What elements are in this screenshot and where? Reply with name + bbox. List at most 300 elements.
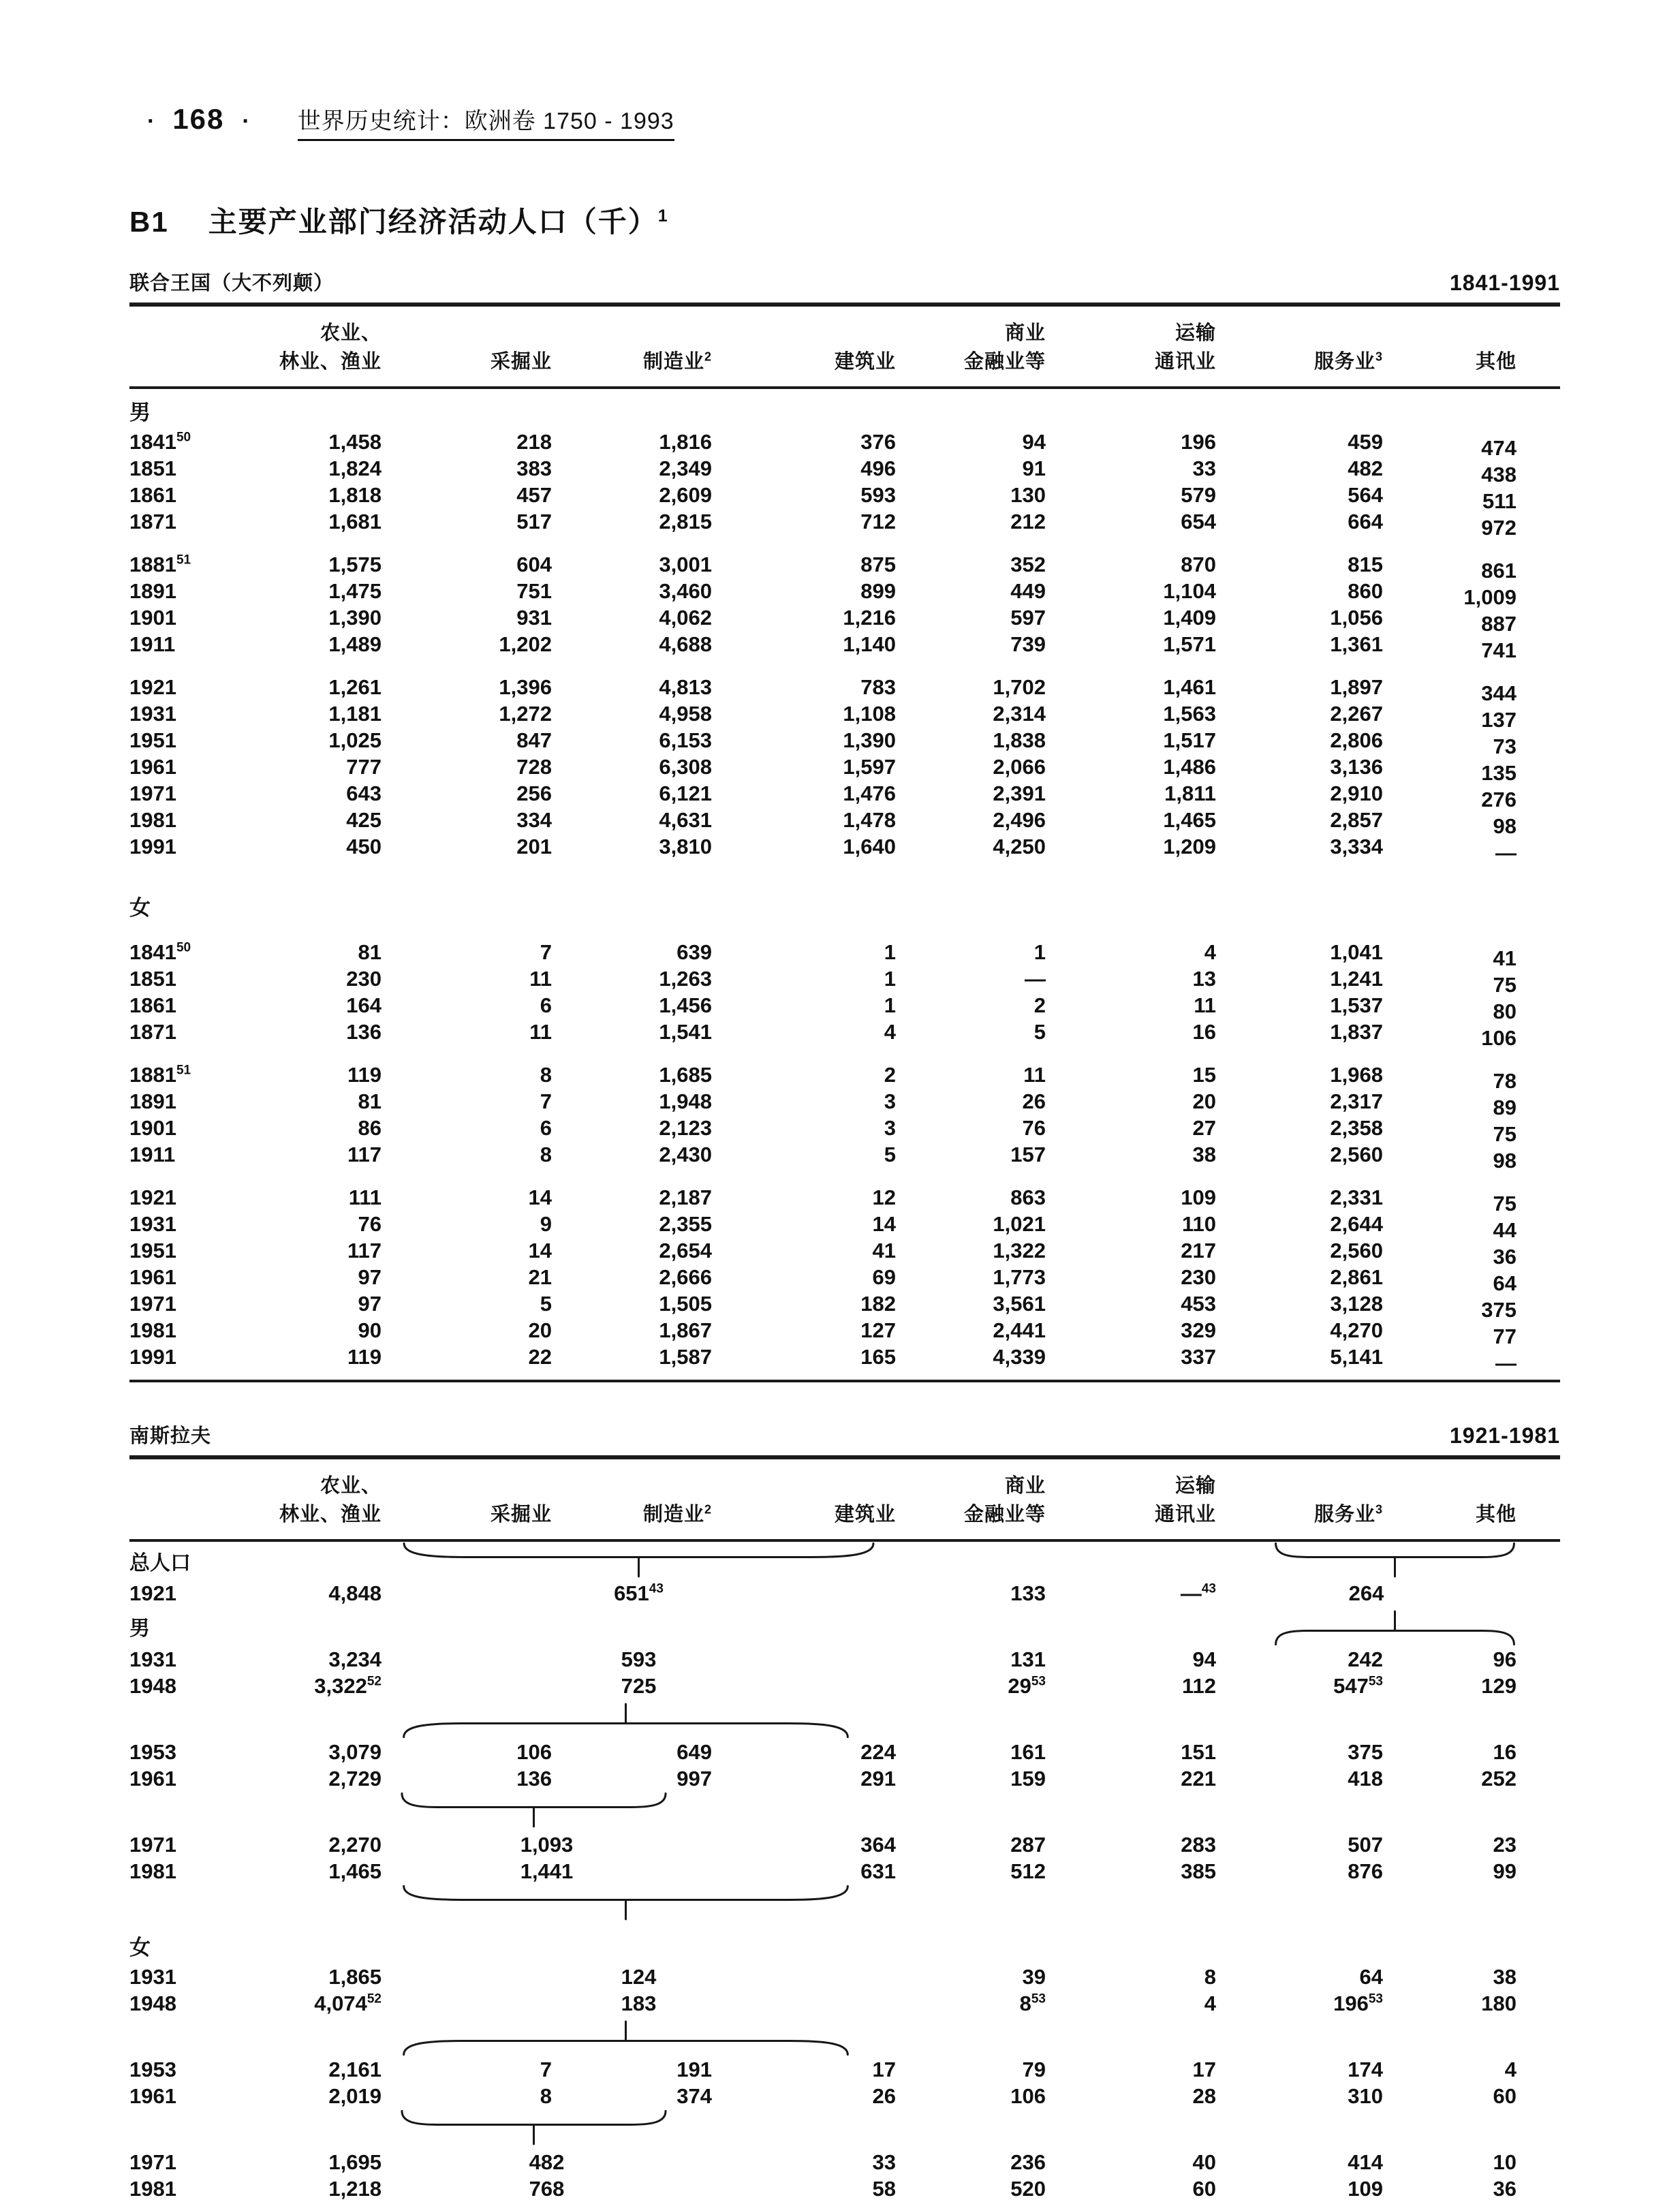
value-text: 2,270 [328,1832,382,1857]
value-cell [1383,1317,1560,1348]
value-text: 180 [1481,1991,1516,2015]
group-brace [382,1792,712,1831]
value-text: 106 [1481,1025,1516,1050]
value-text: 2,644 [1330,1211,1383,1236]
year-cell [129,727,252,754]
value-cell [252,1184,382,1211]
value-cell [552,1184,712,1211]
column-header [712,305,896,345]
value-cell [252,604,382,631]
value-cell [552,1264,712,1290]
table-row [129,807,1560,833]
year-cell [129,1646,252,1673]
value-text: 218 [516,429,552,454]
group-brace-icon [399,2021,852,2056]
column-header-text: 建筑业 [834,1504,896,1525]
section-label: 女 [129,896,151,920]
value-cell [1046,455,1216,482]
value-cell [382,833,552,860]
value-text: 344 [1481,681,1516,705]
value-cell [1216,2056,1383,2083]
value-cell [252,1141,382,1168]
value-text: 36 [1493,1244,1516,1269]
value-cell [252,1264,382,1290]
value-cell [1216,1739,1383,1765]
value-cell [712,1290,896,1317]
column-header [1383,1457,1560,1498]
column-header [252,1457,382,1498]
value-cell [1383,1061,1560,1093]
value-cell [896,1344,1046,1370]
value-cell [382,754,552,780]
value-cell [1046,1317,1216,1344]
column-header-text: 其他 [1475,1504,1516,1525]
value-cell [252,1211,382,1237]
column-header-text: 制造业 [642,351,704,373]
value-text: 212 [1010,509,1046,533]
value-text: 183 [621,1991,657,2015]
value-text: 1,456 [659,993,712,1017]
value-cell [382,674,552,700]
value-text: 1,025 [328,728,382,752]
value-text: 3,561 [993,1291,1046,1316]
value-cell [252,807,382,833]
year-range-yugoslavia: 1921-1981 [1449,1423,1560,1448]
value-cell [552,1344,712,1370]
value-text: 1,838 [993,728,1046,752]
year-text: 1953 [129,1739,176,1764]
column-header [712,1498,896,1540]
table-row [129,1141,1560,1168]
table-row [129,1344,1560,1370]
value-text: 899 [860,578,896,603]
value-cell [1046,965,1216,992]
value-cell [1216,1858,1383,1885]
value-text: 94 [1022,429,1046,454]
year-range-uk: 1841-1991 [1449,270,1560,295]
section-label-cell [129,388,1560,429]
value-cell [252,674,382,700]
value-text: 1,517 [1163,728,1216,752]
value-text: 438 [1481,462,1516,486]
value-cell [1383,1990,1560,2017]
value-cell [382,1964,896,1990]
column-header-year [129,345,252,388]
value-cell [252,631,382,657]
year-text: 1911 [129,1142,176,1166]
value-text: 27 [1192,1115,1216,1140]
year-text: 1881 [129,552,176,576]
value-text: 76 [1022,1115,1046,1140]
value-cell [1383,1211,1560,1242]
year-cell [129,833,252,860]
value-cell [712,455,896,482]
value-cell [382,939,552,965]
value-cell [1216,631,1383,657]
value-cell [252,833,382,860]
value-cell [1046,429,1216,455]
value-cell [896,674,1046,700]
value-text: 8 [1019,1991,1031,2015]
value-text: 6,153 [659,728,712,752]
value-cell [382,1739,552,1765]
value-text: 133 [1010,1581,1046,1605]
book-title: 世界历史统计：欧洲卷 1750 - 1993 [298,102,674,141]
table-row [129,578,1560,604]
value-text: 1,396 [499,674,552,699]
value-cell [1383,1141,1560,1173]
value-text: 119 [347,1344,382,1369]
value-text: 94 [1192,1647,1216,1671]
value-cell [1216,1580,1560,1607]
value-text: 8 [540,1062,552,1087]
year-cell [129,674,252,700]
value-text: 815 [1348,552,1383,576]
year-cell [129,939,252,965]
column-header [1216,305,1383,345]
table-row [129,1317,1560,1344]
value-cell [1383,508,1560,540]
value-cell [712,2056,896,2083]
value-text: 4,958 [659,701,712,726]
column-header-text: 林业、渔业 [279,351,382,373]
value-cell [1046,1061,1216,1088]
value-text: 418 [1348,1766,1383,1790]
value-text: 79 [1022,2057,1046,2081]
value-cell [552,578,712,604]
value-text: 58 [872,2176,896,2201]
value-cell [1383,1115,1560,1146]
value-cell [712,1141,896,1168]
value-text: 2,815 [659,509,712,533]
group-brace-icon [1273,1611,1516,1646]
value-text: 1,486 [1163,754,1216,779]
value-text: 664 [1348,509,1383,533]
year-text: 1921 [129,1185,176,1209]
value-cell [382,1115,552,1141]
value-cell [252,551,382,578]
value-text: 256 [516,781,552,805]
year-cell [129,965,252,992]
value-text: 751 [516,578,552,603]
value-text: 291 [860,1766,896,1790]
value-cell [1046,1964,1216,1990]
value-cell [896,700,1046,727]
value-text: 1,948 [659,1089,712,1113]
value-text: 870 [1181,552,1216,576]
year-text: 1891 [129,1089,176,1113]
value-cell [1383,700,1560,732]
value-text: 60 [1493,2083,1516,2108]
value-text: 651 [614,1581,649,1605]
value-text: 1,773 [993,1265,1046,1289]
column-header [1216,345,1383,388]
value-cell [1216,1990,1383,2017]
page-number-dot-right: · [242,108,250,134]
table-row [129,1211,1560,1237]
value-cell [252,1061,382,1088]
value-cell [382,1344,552,1370]
value-cell [1216,455,1383,482]
value-text: 425 [346,807,382,832]
table-row [129,727,1560,754]
value-text: 1,263 [659,966,712,991]
value-cell [712,833,896,860]
value-text: 931 [516,605,552,630]
value-cell [552,508,712,535]
value-text: 98 [1493,1148,1516,1173]
value-cell [252,1739,382,1765]
group-brace-icon [399,1792,668,1827]
value-text: 131 [1010,1647,1046,1671]
year-text: 1951 [129,728,176,752]
value-cell [552,1765,712,1792]
value-text: 997 [676,1766,712,1790]
value-text: 364 [860,1832,896,1857]
column-header [552,305,712,345]
value-text: 112 [1181,1673,1216,1698]
value-cell [552,780,712,807]
value-text: 1,563 [1163,701,1216,726]
year-text: 1991 [129,834,176,858]
spacer-row [129,657,1560,674]
value-text: 1,897 [1330,674,1383,699]
value-cell [1383,2175,1560,2202]
value-text: 1,489 [328,632,382,656]
value-cell [1046,1141,1216,1168]
column-header [1383,305,1560,345]
brace-row [129,2017,1560,2056]
value-text: 376 [860,429,896,454]
value-text: 119 [347,1062,382,1087]
value-text: 5 [1033,1019,1046,1044]
value-cell [252,700,382,727]
value-text: 3 [884,1115,896,1140]
section-label-row [129,388,1560,429]
value-text: 631 [860,1859,896,1883]
value-cell [252,2149,382,2175]
value-cell [252,1115,382,1141]
value-cell [382,780,552,807]
value-cell [896,508,1046,535]
value-text: 383 [516,456,552,480]
value-text: 875 [860,552,896,576]
value-cell [552,631,712,657]
value-cell [1046,1184,1216,1211]
value-cell [1216,1237,1383,1264]
value-text: 1,272 [499,701,552,726]
value-text: 6,308 [659,754,712,779]
value-cell [552,1290,712,1317]
value-text: 44 [1493,1218,1516,1242]
value-cell [1046,1237,1216,1264]
value-cell [1046,780,1216,807]
value-cell [1046,1858,1216,1885]
value-cell [712,482,896,508]
value-cell [712,1019,896,1045]
running-head [129,102,1560,141]
column-header-text: 采掘业 [490,351,552,373]
value-text: 310 [1348,2083,1383,2108]
value-text: 157 [1010,1142,1046,1166]
value-text: 4,062 [659,605,712,630]
value-cell [252,780,382,807]
value-cell [552,1115,712,1141]
table-row [129,1580,1560,1607]
table-number: B1 [129,206,169,238]
value-text: 287 [1010,1832,1046,1857]
value-cell [1383,939,1560,970]
value-text: 1,818 [328,482,382,507]
table-row [129,1990,1560,2017]
value-text: 26 [872,2083,896,2108]
value-cell [896,482,1046,508]
year-text: 1981 [129,807,176,832]
value-text: 482 [1348,456,1383,480]
value-text: 2,349 [659,456,712,480]
value-text: 1,541 [659,1019,712,1044]
section-label: 男 [129,401,151,424]
value-text: 1 [884,993,896,1017]
value-cell [382,700,552,727]
value-text: 221 [1181,1766,1216,1790]
value-text: 2,910 [1330,781,1383,805]
value-text: 151 [1181,1739,1216,1764]
value-cell [712,1061,896,1088]
year-cell [129,631,252,657]
table-row [129,1237,1560,1264]
value-text: 1,465 [1163,807,1216,832]
table-row [129,2056,1560,2083]
column-header-year [129,1457,252,1498]
value-text: 6,121 [659,781,712,805]
value-text: 1,685 [659,1062,712,1087]
column-header [552,1457,712,1498]
value-cell [712,754,896,780]
value-text: 41 [872,1238,896,1262]
value-text: 78 [1493,1068,1516,1093]
value-cell [896,1088,1046,1115]
value-text: 564 [1348,482,1383,507]
value-text: 16 [1493,1739,1516,1764]
value-cell [712,700,896,727]
value-text: 2,331 [1330,1185,1383,1209]
table-row [129,1088,1560,1115]
column-header-text: 制造业 [642,1504,704,1525]
value-text: 28 [1192,2083,1216,2108]
table-row [129,1646,1560,1673]
footnote-marker: 53 [1368,1674,1383,1689]
value-cell [1383,1264,1560,1295]
value-text: 2,806 [1330,728,1383,752]
value-text: 136 [346,1019,382,1044]
footnote-marker: 43 [649,1581,664,1596]
value-text: — [1025,966,1046,991]
value-cell [712,1211,896,1237]
value-cell [896,1858,1046,1885]
value-text: 1 [884,940,896,964]
footnote-marker: 43 [1201,1581,1216,1596]
column-header [712,1457,896,1498]
value-cell [896,2083,1046,2109]
value-cell [1383,727,1560,758]
value-text: 26 [1022,1089,1046,1113]
value-cell [1383,631,1560,662]
value-text: 2,267 [1330,701,1383,726]
value-cell [1216,727,1383,754]
value-cell [382,1211,552,1237]
column-header [1383,1498,1560,1540]
value-text: 1,537 [1330,993,1383,1017]
value-text: 1,681 [328,509,382,533]
value-cell [1046,1115,1216,1141]
value-text: 4 [1504,2057,1516,2081]
value-text: 11 [529,966,552,991]
value-text: 3,001 [659,552,712,576]
value-text: 2,317 [1330,1089,1383,1113]
year-text: 1971 [129,781,176,805]
value-text: 511 [1482,489,1516,513]
yugoslavia-caption-row [129,1421,1560,1448]
value-cell [896,631,1046,657]
value-cell [1216,1141,1383,1168]
value-cell [1383,1739,1560,1765]
value-cell [1046,807,1216,833]
table-row [129,1673,1560,1699]
value-cell [552,700,712,727]
table-row [129,455,1560,482]
value-cell [1216,482,1383,508]
value-cell [712,551,896,578]
value-text: 385 [1181,1859,1216,1883]
brace-row [129,1699,1560,1739]
value-cell [1383,674,1560,705]
value-text: 2,441 [993,1318,1046,1342]
value-cell [1216,807,1383,833]
value-cell [382,578,552,604]
value-text: 4,688 [659,632,712,656]
value-text: 124 [621,1964,657,1989]
value-text: 4,270 [1330,1318,1383,1342]
value-text: 20 [1192,1089,1216,1113]
value-cell [552,833,712,860]
value-text: 81 [358,940,382,964]
value-text: 4,250 [993,834,1046,858]
value-cell [1216,1264,1383,1290]
year-text: 1931 [129,1647,176,1671]
value-text: 39 [1022,1964,1046,1989]
spacer-row [129,1045,1560,1061]
value-text: 75 [1493,972,1516,997]
value-text: 191 [676,2057,712,2081]
value-cell [1216,578,1383,604]
value-text: 3 [884,1089,896,1113]
column-header [382,305,552,345]
value-text: 17 [872,2057,896,2081]
footnote-marker: 53 [1368,1991,1383,2006]
table-row [129,1964,1560,1990]
value-text: 1,093 [520,1832,574,1857]
value-cell [712,2149,896,2175]
year-text: 1851 [129,456,176,480]
value-text: 110 [1181,1211,1216,1236]
value-text: 1,056 [1330,605,1383,630]
spacer-row [129,924,1560,939]
group-brace-icon [399,1542,878,1577]
value-text: — [1180,1581,1202,1605]
value-cell [382,482,552,508]
value-cell [382,429,552,455]
